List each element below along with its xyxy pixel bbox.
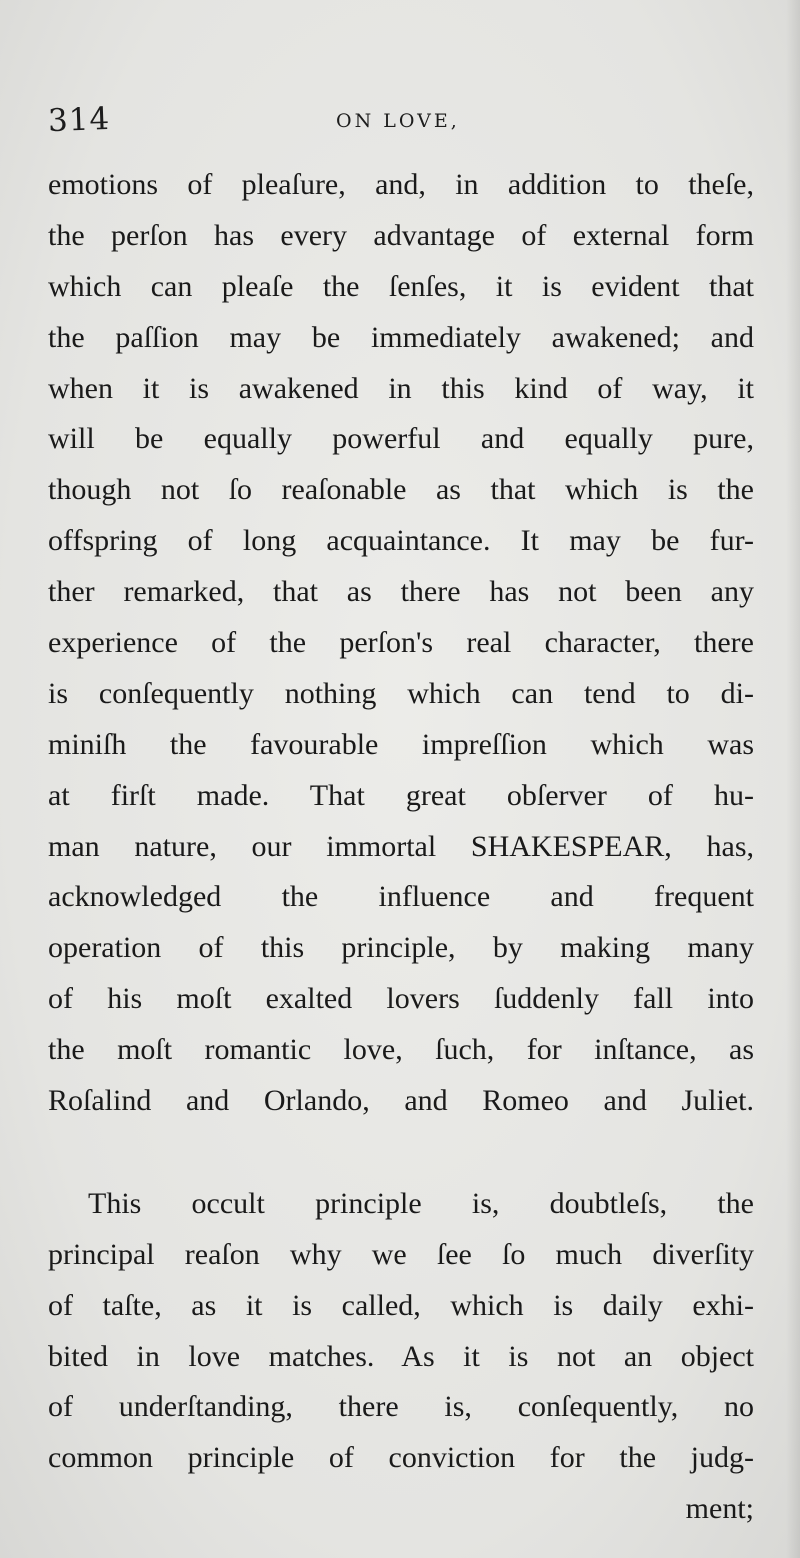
text-line: the perſon has every advantage of external form	[48, 218, 754, 252]
paragraph-2	[48, 1179, 754, 1535]
text-line: man nature, our immortal SHAKESPEAR, has,	[48, 829, 754, 863]
text-line: which can pleaſe the ſenſes, it is evident that	[48, 269, 754, 303]
text-line: though not ſo reaſonable as that which is the	[48, 473, 754, 507]
text-line: of his moſt exalted lovers ſuddenly fall into	[48, 982, 754, 1016]
text-line: operation of this principle, by making many	[48, 931, 754, 965]
page-number: 314	[47, 100, 111, 140]
text-line: Roſalind and Orlando, and Romeo and Juliet.	[48, 1084, 754, 1118]
text-line: This occult principle is, doubtleſs, the	[88, 1186, 754, 1220]
text-line: ther remarked, that as there has not been any	[48, 575, 754, 609]
paragraph-gap	[48, 1127, 754, 1179]
text-line: the paſſion may be immediately awakened; and	[48, 320, 754, 354]
body-text	[48, 160, 754, 1535]
text-line: will be equally powerful and equally pure,	[48, 422, 754, 456]
text-line: experience of the perſon's real character, there	[48, 626, 754, 660]
text-line: principal reaſon why we ſee ſo much diverſity	[48, 1237, 754, 1271]
text-line: acknowledged the influence and frequent	[48, 880, 754, 914]
text-line: the moſt romantic love, ſuch, for inſtance, as	[48, 1033, 754, 1067]
text-line: of taſte, as it is called, which is daily exhi-	[48, 1288, 754, 1322]
text-line: of underſtanding, there is, conſequently, no	[48, 1390, 754, 1424]
text-line: miniſh the favourable impreſſion which was	[48, 727, 754, 761]
page-header	[0, 100, 800, 150]
paragraph-1	[48, 160, 754, 1127]
text-line: offspring of long acquaintance. It may be fur-	[48, 524, 754, 558]
text-line: when it is awakened in this kind of way, it	[48, 371, 754, 405]
catchword: ment;	[685, 1492, 754, 1526]
text-line: bited in love matches. As it is not an object	[48, 1339, 754, 1373]
text-line: emotions of pleaſure, and, in addition to theſe,	[48, 168, 754, 201]
running-head: ON LOVE,	[336, 110, 460, 132]
text-line: is conſequently nothing which can tend to di-	[48, 676, 754, 710]
text-line: at firſt made. That great obſerver of hu-	[48, 778, 754, 812]
text-line: common principle of conviction for the judg-	[48, 1441, 754, 1475]
page-edge-shadow	[786, 0, 800, 1558]
